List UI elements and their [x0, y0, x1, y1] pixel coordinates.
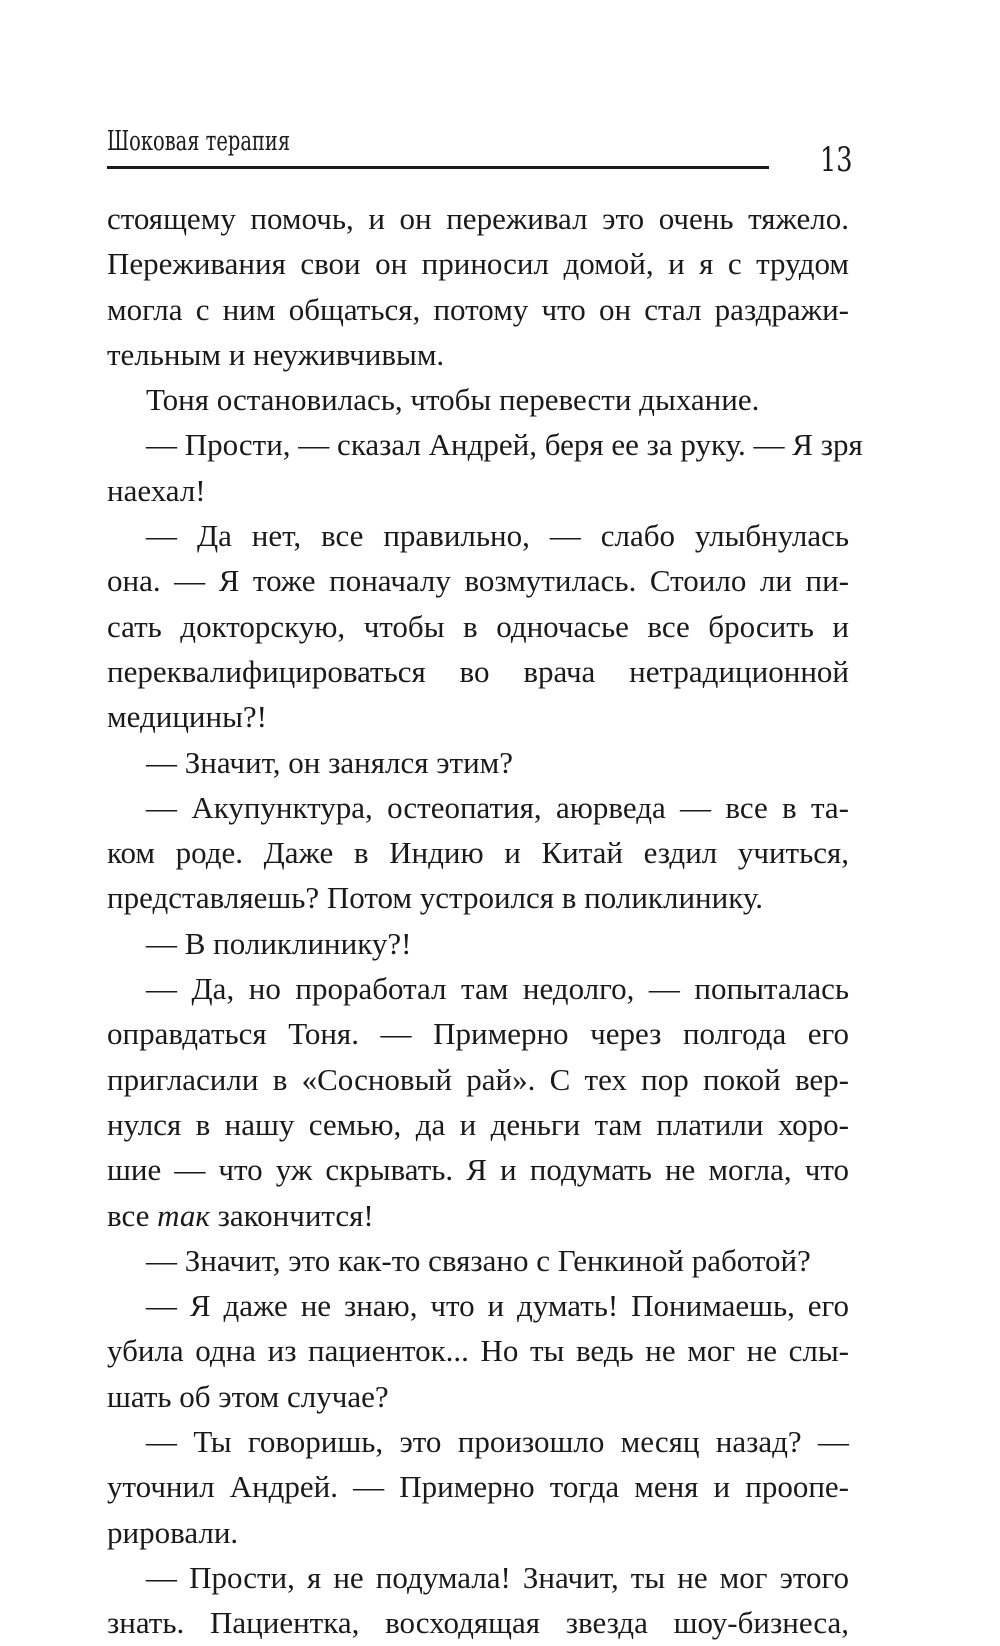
header-rule [107, 166, 769, 169]
text-line: — Значит, это как-то связано с Генкиной работой? [146, 1242, 811, 1278]
text-segment: закончится! [209, 1197, 374, 1233]
text-line: могла с ним общаться, потому что он стал раздражи- [107, 291, 849, 327]
text-line: — Прости, — сказал Андрей, беря ее за руку. — Я зря [146, 427, 863, 463]
text-line: шие — что уж скрывать. Я и подумать не могла, что [107, 1152, 849, 1188]
text-line: Переживания свои он приносил домой, и я с трудом [107, 246, 849, 282]
text-line: уточнил Андрей. — Примерно тогда меня и проопе- [107, 1469, 849, 1505]
text-line: она. — Я тоже поначалу возмутилась. Стоило ли пи- [107, 563, 849, 599]
text-line: пригласили в «Сосновый рай». С тех пор покой вер- [107, 1061, 849, 1097]
text-line: — Прости, я не подумала! Значит, ты не мог этого [146, 1559, 849, 1595]
italic-emphasis: так [157, 1197, 210, 1233]
text-line-with-italic [107, 1193, 849, 1238]
text-line: Тоня остановилась, чтобы перевести дыхание. [146, 382, 760, 418]
text-line: — Я даже не знаю, что и думать! Понимаешь, его [146, 1288, 849, 1324]
text-line: — Ты говоришь, это произошло месяц назад? — [146, 1424, 849, 1460]
text-line: — Да нет, все правильно, — слабо улыбнулась [146, 518, 849, 554]
text-line: ком роде. Даже в Индию и Китай ездил учиться, [107, 835, 849, 871]
text-line: убила одна из пациенток... Но ты ведь не мог не слы- [107, 1333, 849, 1369]
text-line: — В поликлинику?! [146, 925, 412, 961]
text-line: тельным и неуживчивым. [107, 336, 445, 372]
text-line: переквалифицироваться во врача нетрадиционной [107, 653, 849, 689]
body-text [107, 196, 863, 1646]
text-line: медицины?! [107, 699, 268, 735]
text-line: представляешь? Потом устроился в поликлинику. [107, 880, 763, 916]
text-line: оправдаться Тоня. — Примерно через полгода его [107, 1016, 849, 1052]
text-line: шать об этом случае? [107, 1378, 389, 1414]
text-line: стоящему помочь, и он переживал это очень тяжело. [107, 201, 849, 236]
text-line: — Значит, он занялся этим? [146, 744, 514, 780]
text-line: рировали. [107, 1514, 239, 1550]
text-line: знать. Пациентка, восходящая звезда шоу-бизнеса, [107, 1605, 849, 1641]
text-line: — Да, но проработал там недолго, — попыталась [146, 971, 849, 1007]
text-segment: все [107, 1197, 158, 1233]
page-number: 13 [820, 140, 853, 180]
text-line: сать докторскую, чтобы в одночасье все бросить и [107, 608, 849, 644]
text-line: нулся в нашу семью, да и деньги там платили хоро- [107, 1106, 849, 1142]
text-line: — Акупунктура, остеопатия, аюрведа — все в та- [146, 789, 849, 825]
text-line: наехал! [107, 472, 206, 508]
running-title: Шоковая терапия [107, 126, 291, 157]
